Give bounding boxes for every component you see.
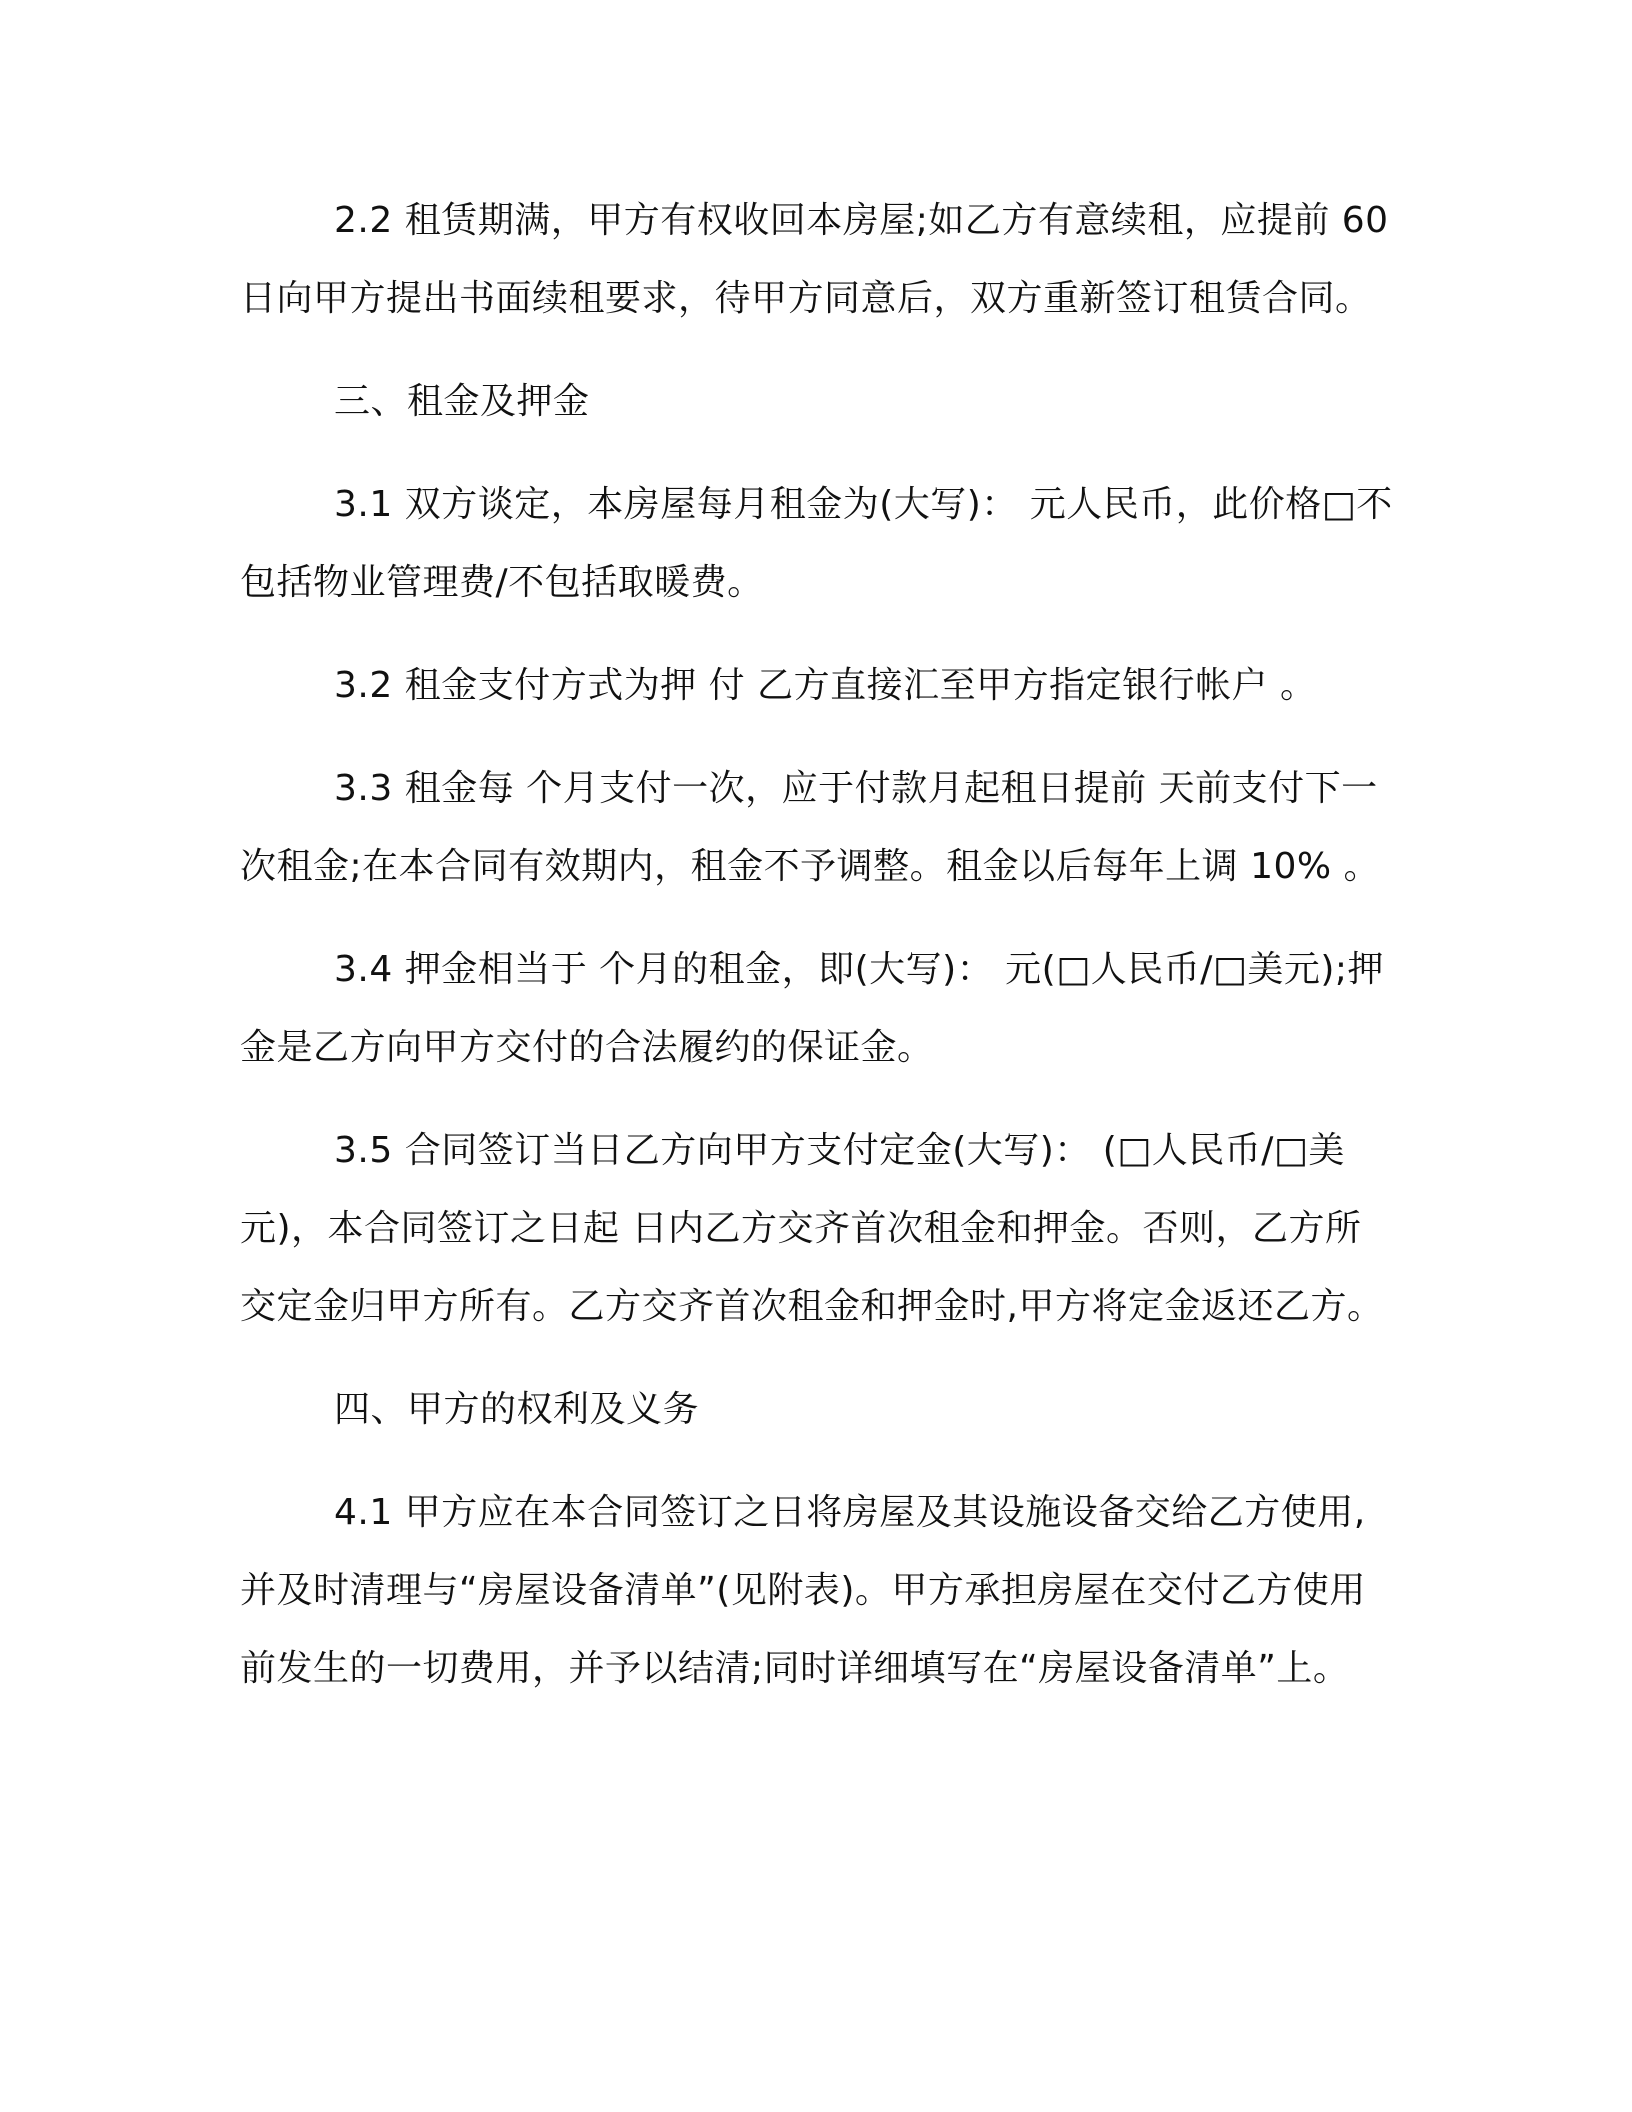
paragraph-3-4: 3.4 押金相当于 个月的租金，即(大写)： 元(□人民币/□美元);押金是乙方向甲方交付的合法履约的保证金。 (240, 949, 1385, 1068)
paragraph-4-1: 4.1 甲方应在本合同签订之日将房屋及其设施设备交给乙方使用,并及时清理与“房屋设备清单”(见附表)。甲方承担房屋在交付乙方使用前发生的一切费用，并予以结清;同时详细填写在“房屋设备清单”上。 (240, 1492, 1366, 1689)
paragraph-3-3: 3.3 租金每 个月支付一次，应于付款月起租日提前 天前支付下一次租金;在本合同有效期内，租金不予调整。租金以后每年上调 10% 。 (240, 768, 1381, 887)
section-heading-4: 四、甲方的权利及义务 (334, 1389, 700, 1430)
paragraph-3-1: 3.1 双方谈定，本房屋每月租金为(大写)： 元人民币，此价格□不包括物业管理费/不包括取暖费。 (240, 484, 1393, 603)
paragraph-3-5: 3.5 合同签订当日乙方向甲方支付定金(大写)： (□人民币/□美元)，本合同签订之日起 日内乙方交齐首次租金和押金。否则，乙方所交定金归甲方所有。乙方交齐首次租金和押金时,甲方将定金返还乙方。 (240, 1130, 1384, 1327)
paragraph-3-2: 3.2 租金支付方式为押 付 乙方直接汇至甲方指定银行帐户 。 (334, 665, 1317, 706)
section-heading-3: 三、租金及押金 (334, 381, 590, 422)
paragraph-2-2: 2.2 租赁期满，甲方有权收回本房屋;如乙方有意续租，应提前 60 日向甲方提出书面续租要求，待甲方同意后，双方重新签订租赁合同。 (240, 200, 1389, 319)
document-body (240, 182, 1394, 1708)
